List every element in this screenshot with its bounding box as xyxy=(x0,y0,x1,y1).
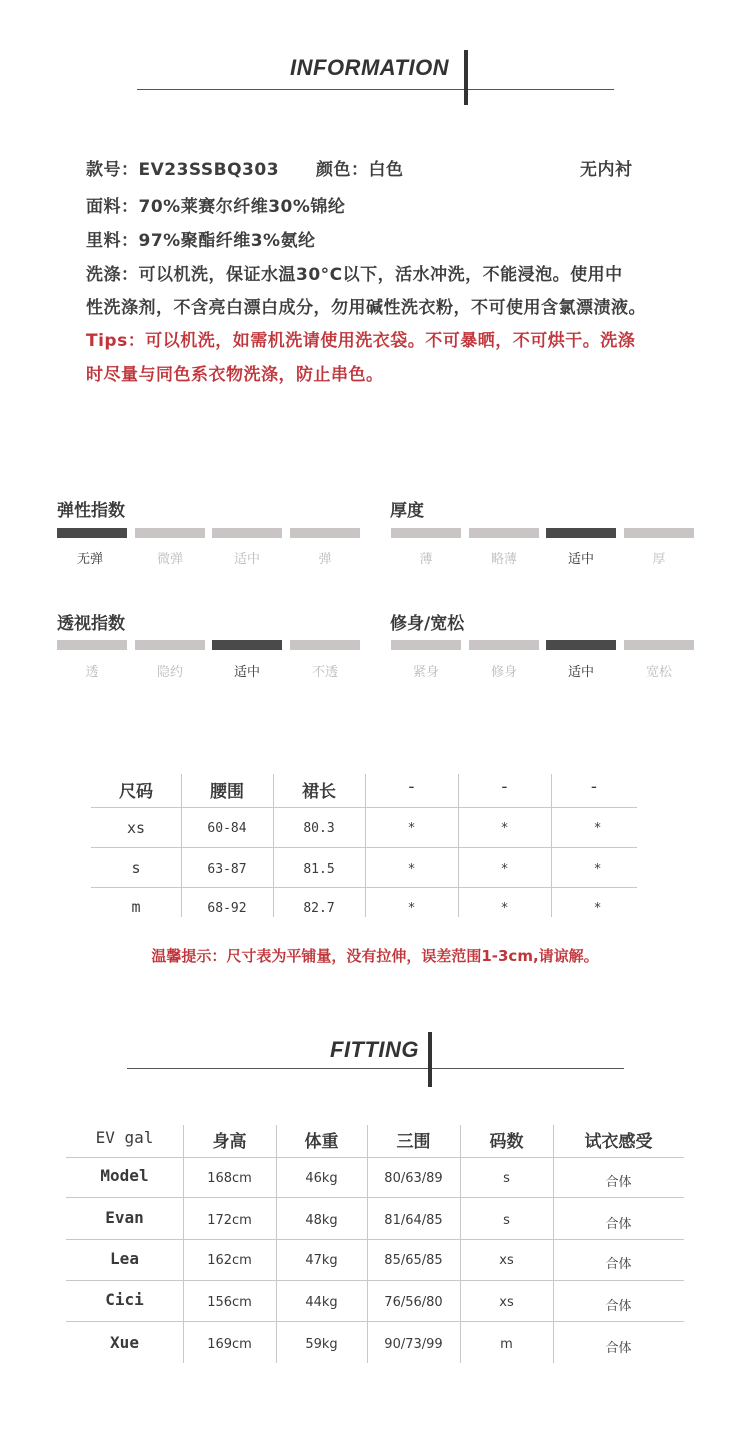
inner-fabric-info: 里料：97%聚酯纤维3%氨纶 xyxy=(86,231,316,251)
fitting-cell: 168cm xyxy=(207,1171,252,1186)
thickness-segment xyxy=(624,528,694,538)
thickness-segment xyxy=(546,528,616,538)
fitting-model-name: Model xyxy=(100,1166,149,1185)
fitting-cell: 44kg xyxy=(305,1295,338,1310)
thickness-label: 薄 xyxy=(419,552,433,567)
fabric-info: 面料：70%莱赛尔纤维30%锦纶 xyxy=(86,197,346,217)
size-cell: m xyxy=(131,898,141,916)
fitting-cell: 85/65/85 xyxy=(384,1253,443,1268)
thickness-label: 略薄 xyxy=(490,552,517,567)
fitting-cell: 162cm xyxy=(207,1253,252,1268)
elasticity-segment xyxy=(135,528,205,538)
fitting-cell: 156cm xyxy=(207,1295,252,1310)
fitting-table-divider xyxy=(183,1125,184,1363)
fitting-cell: 81/64/85 xyxy=(384,1213,443,1228)
wash-instructions-line-1: 洗涤：可以机洗，保证水温30°C以下，活水冲洗，不能浸泡。使用中 xyxy=(86,265,623,285)
fit-segment xyxy=(391,640,461,650)
information-divider xyxy=(137,89,614,90)
size-header: - xyxy=(408,777,415,797)
size-note: 温馨提示：尺寸表为平铺量，没有拉伸，误差范围1-3cm,请谅解。 xyxy=(151,947,599,965)
transparency-label: 透 xyxy=(85,665,99,680)
fitting-cell: s xyxy=(503,1171,510,1186)
lining-info: 无内衬 xyxy=(580,160,633,180)
fit-segment xyxy=(469,640,539,650)
fitting-header: 试衣感受 xyxy=(584,1132,653,1152)
fitting-cell: 合体 xyxy=(605,1217,632,1232)
fitting-table-divider xyxy=(553,1125,554,1363)
transparency-segment xyxy=(57,640,127,650)
fit-label: 宽松 xyxy=(645,665,672,680)
size-header: 腰围 xyxy=(210,782,244,802)
fitting-cell: 合体 xyxy=(605,1299,632,1314)
fitting-cell: s xyxy=(503,1213,510,1228)
fitting-cell: 47kg xyxy=(305,1253,338,1268)
fit-label: 适中 xyxy=(567,665,594,680)
fitting-cell: 48kg xyxy=(305,1213,338,1228)
size-header: - xyxy=(590,777,598,797)
fitting-cell: xs xyxy=(499,1295,514,1310)
tips-line-2: 时尽量与同色系衣物洗涤，防止串色。 xyxy=(86,365,384,385)
thickness-label: 适中 xyxy=(567,552,594,567)
tips-line-1: Tips：可以机洗，如需机洗请使用洗衣袋。不可暴晒，不可烘干。洗涤 xyxy=(86,331,636,351)
fitting-cell: 合体 xyxy=(605,1257,632,1272)
style-number: 款号：EV23SSBQ303 xyxy=(86,160,280,180)
fitting-cell: 合体 xyxy=(605,1341,632,1356)
fitting-cell: m xyxy=(500,1337,513,1352)
size-cell: * xyxy=(593,901,602,916)
elasticity-title: 弹性指数 xyxy=(57,501,125,521)
size-header: 尺码 xyxy=(119,782,153,802)
size-cell: 60-84 xyxy=(207,821,247,836)
fitting-header: 码数 xyxy=(489,1132,524,1152)
size-cell: * xyxy=(500,901,509,916)
thickness-title: 厚度 xyxy=(390,501,424,521)
size-cell: * xyxy=(407,901,416,916)
elasticity-segment xyxy=(57,528,127,538)
size-cell: 63-87 xyxy=(207,862,247,877)
elasticity-segment xyxy=(212,528,282,538)
fitting-table-rule xyxy=(66,1239,684,1240)
elasticity-label: 微弹 xyxy=(156,552,183,567)
fit-segment xyxy=(546,640,616,650)
fitting-table-divider xyxy=(276,1125,277,1363)
elasticity-label: 弹 xyxy=(318,552,332,567)
fit-segment xyxy=(624,640,694,650)
fitting-header: EV gal xyxy=(95,1128,154,1147)
transparency-segment xyxy=(135,640,205,650)
fitting-model-name: Cici xyxy=(105,1290,144,1309)
fitting-cell: 59kg xyxy=(305,1337,338,1352)
size-table-rule xyxy=(91,807,637,808)
fitting-cell: 90/73/99 xyxy=(384,1337,443,1352)
fitting-table-rule xyxy=(66,1157,684,1158)
transparency-segment xyxy=(212,640,282,650)
fitting-header: 身高 xyxy=(212,1132,247,1152)
fitting-table-divider xyxy=(367,1125,368,1363)
fitting-header: 体重 xyxy=(304,1132,339,1152)
thickness-segment xyxy=(469,528,539,538)
transparency-segment xyxy=(290,640,360,650)
size-cell: 80.3 xyxy=(303,821,335,836)
size-cell: s xyxy=(131,859,141,877)
size-cell: * xyxy=(407,821,416,836)
size-header: 裙长 xyxy=(302,782,336,802)
fitting-table-divider xyxy=(460,1125,461,1363)
fitting-cell: xs xyxy=(499,1253,514,1268)
thickness-label: 厚 xyxy=(652,552,666,567)
transparency-label: 不透 xyxy=(311,665,338,680)
fitting-accent-bar xyxy=(428,1032,432,1087)
fitting-model-name: Xue xyxy=(110,1333,139,1352)
size-table-rule xyxy=(91,887,637,888)
fitting-model-name: Lea xyxy=(110,1249,139,1268)
fitting-cell: 169cm xyxy=(207,1337,252,1352)
size-header: - xyxy=(501,777,508,797)
size-cell: * xyxy=(500,821,509,836)
size-table-rule xyxy=(91,847,637,848)
size-cell: xs xyxy=(126,819,146,837)
fit-label: 修身 xyxy=(490,665,517,680)
fit-label: 紧身 xyxy=(412,665,439,680)
transparency-label: 适中 xyxy=(233,665,260,680)
fitting-cell: 76/56/80 xyxy=(384,1295,443,1310)
fitting-title: FITTING xyxy=(330,1037,420,1062)
size-cell: 82.7 xyxy=(303,901,335,916)
fitting-divider xyxy=(127,1068,624,1069)
information-accent-bar xyxy=(464,50,468,105)
size-cell: * xyxy=(500,862,509,877)
fitting-table-rule xyxy=(66,1280,684,1281)
fit-title: 修身/宽松 xyxy=(390,614,465,634)
transparency-title: 透视指数 xyxy=(57,614,125,634)
fitting-cell: 172cm xyxy=(207,1213,252,1228)
fitting-cell: 合体 xyxy=(605,1175,632,1190)
fitting-cell: 80/63/89 xyxy=(384,1171,443,1186)
fitting-model-name: Evan xyxy=(105,1208,144,1227)
size-cell: * xyxy=(593,862,602,877)
size-cell: * xyxy=(593,821,602,836)
elasticity-label: 无弹 xyxy=(76,552,103,567)
fitting-table-rule xyxy=(66,1197,684,1198)
information-title: INFORMATION xyxy=(290,55,450,80)
size-cell: 81.5 xyxy=(303,862,335,877)
wash-instructions-line-2: 性洗涤剂，不含亮白漂白成分，勿用碱性洗衣粉，不可使用含氯漂渍液。 xyxy=(86,298,646,318)
elasticity-label: 适中 xyxy=(233,552,260,567)
size-cell: * xyxy=(407,862,416,877)
elasticity-segment xyxy=(290,528,360,538)
thickness-segment xyxy=(391,528,461,538)
size-cell: 68-92 xyxy=(207,901,247,916)
fitting-header: 三围 xyxy=(396,1132,431,1152)
transparency-label: 隐约 xyxy=(156,665,183,680)
color-info: 颜色：白色 xyxy=(316,160,404,180)
fitting-cell: 46kg xyxy=(305,1171,338,1186)
fitting-table-rule xyxy=(66,1321,684,1322)
